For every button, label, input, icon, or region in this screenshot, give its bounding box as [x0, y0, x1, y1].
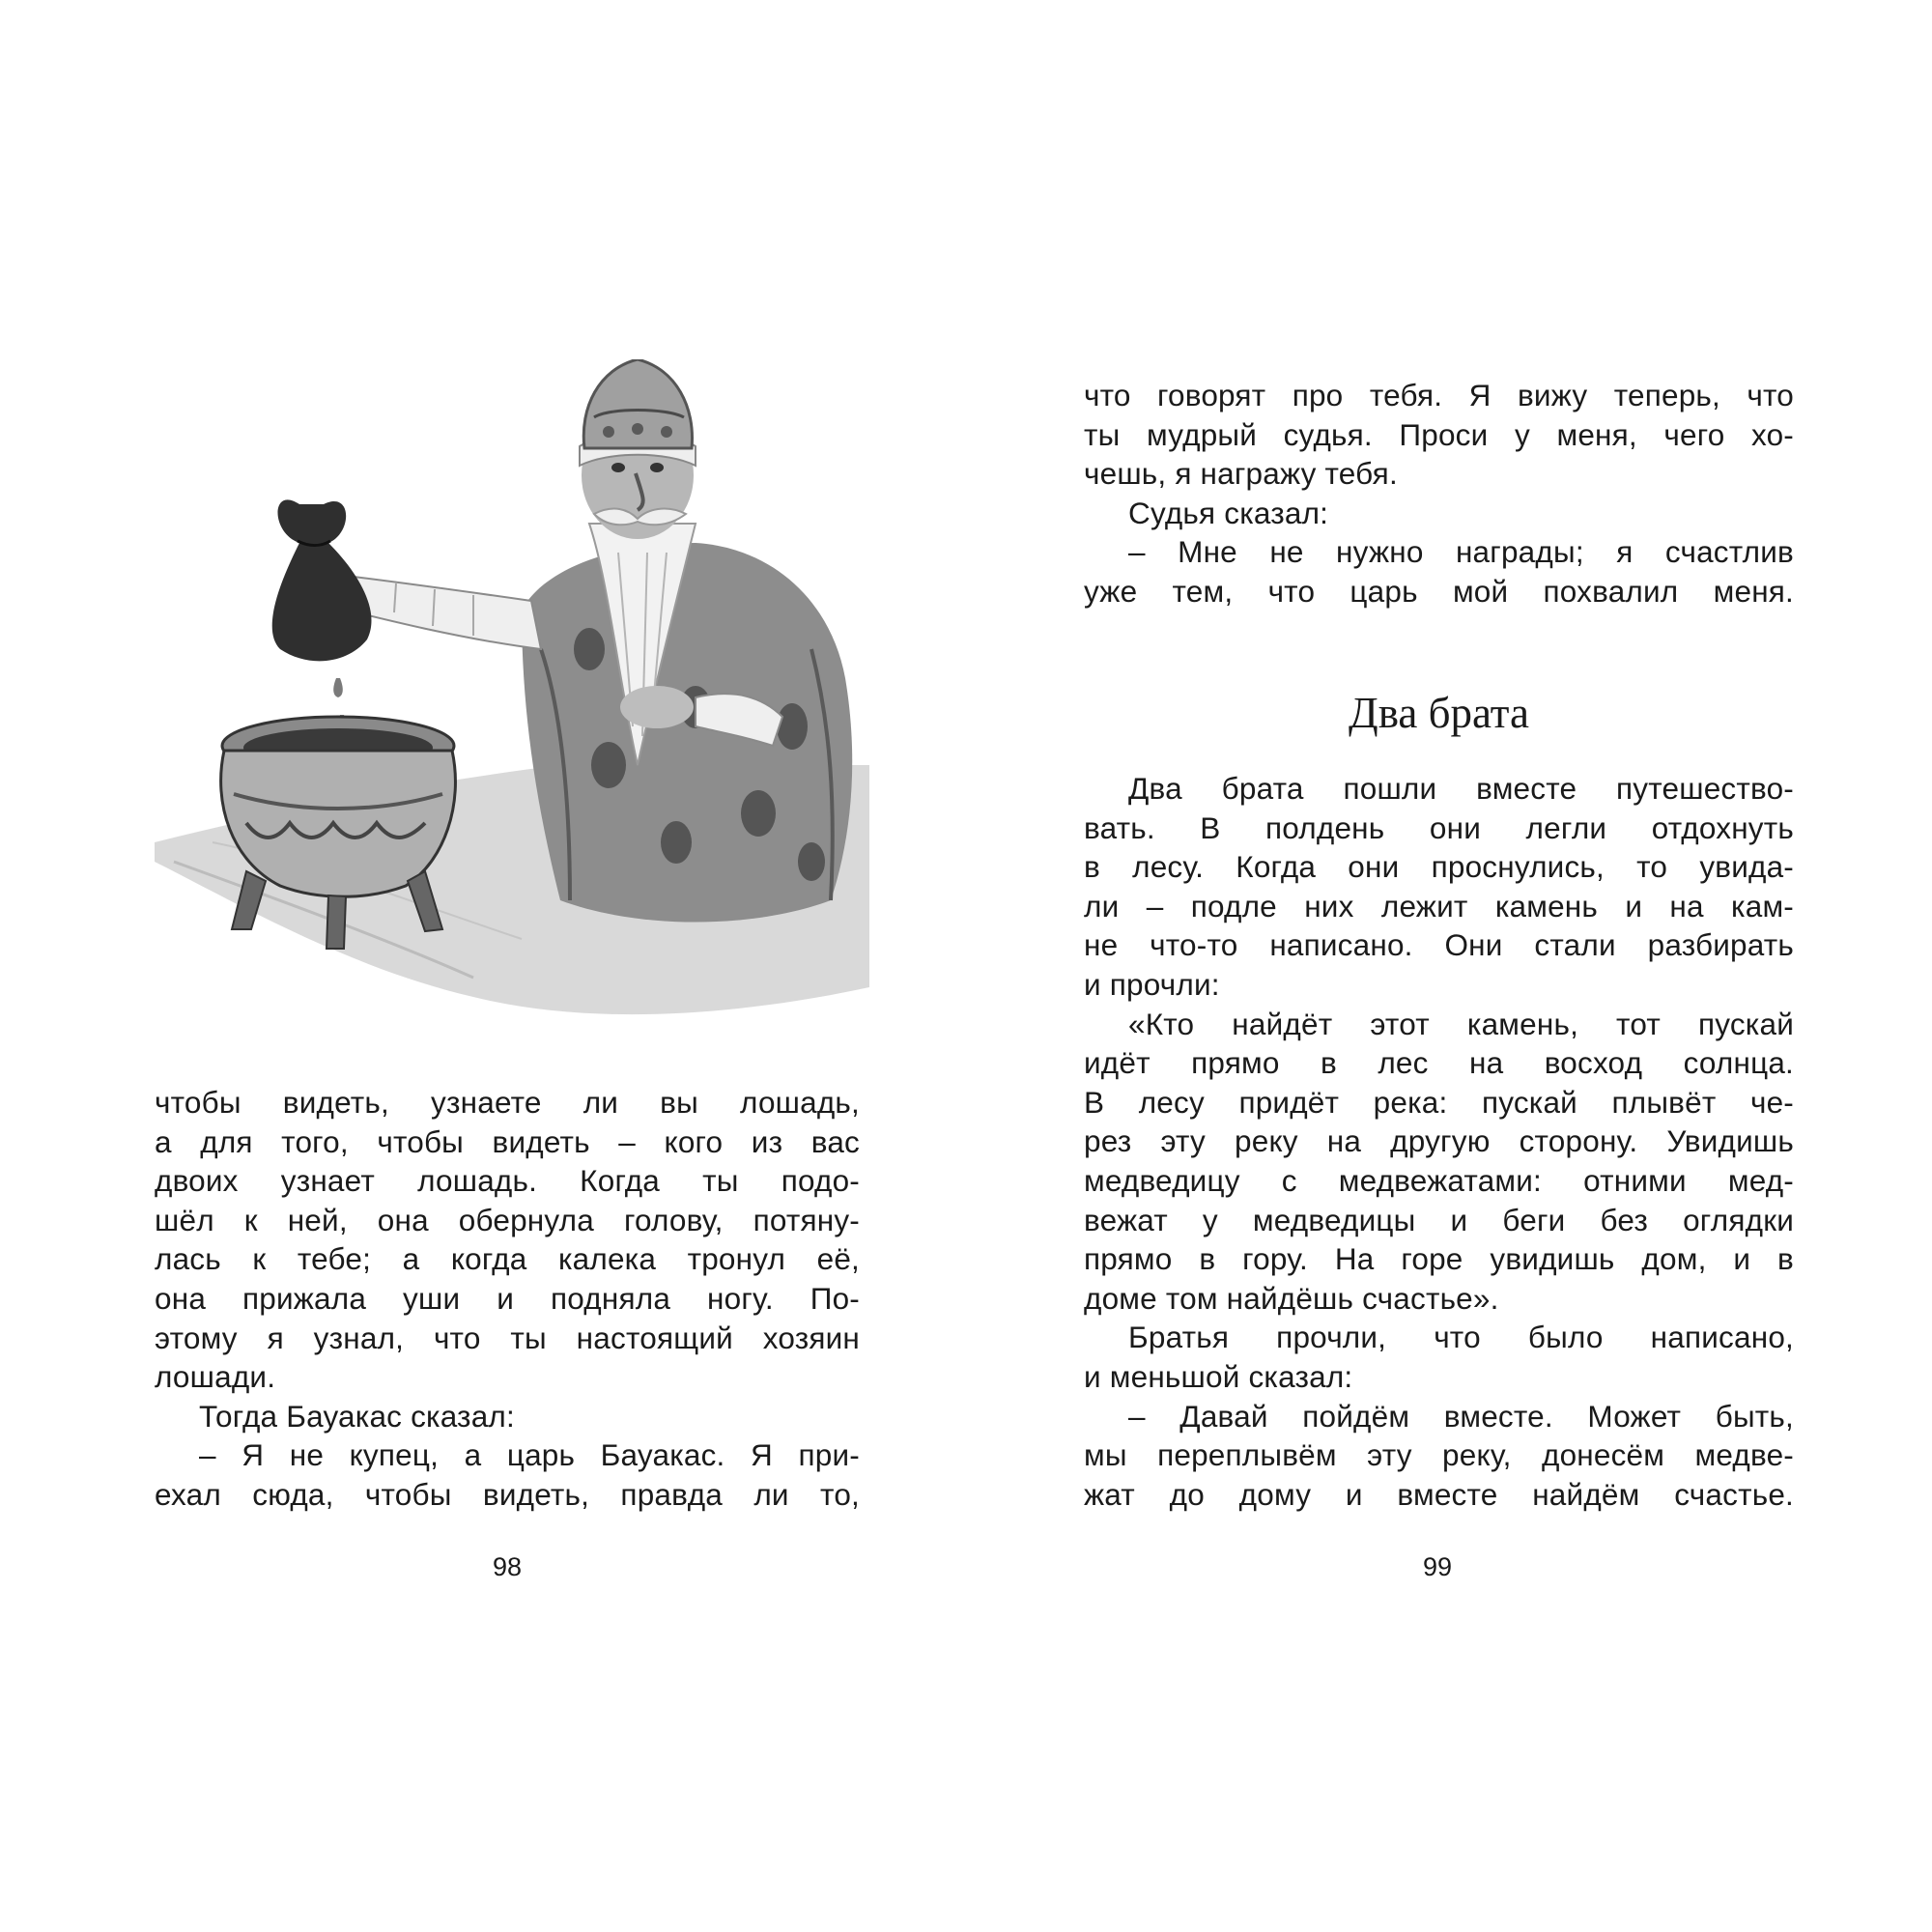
text-line: двоих узнает лошадь. Когда ты подо- [155, 1163, 860, 1199]
text-line: ли – подле них лежит камень и на кам- [1084, 888, 1794, 923]
text-line: Судья сказал: [1128, 495, 1329, 530]
right-page-story-text [1084, 769, 1794, 1514]
text-line: прямо в гору. На горе увидишь дом, и в [1084, 1241, 1794, 1277]
text-line: она прижала уши и подняла ногу. По- [155, 1280, 860, 1316]
text-line: – Мне не нужно награды; я счастлив [1128, 534, 1794, 570]
text-line: – Давай пойдём вместе. Может быть, [1128, 1398, 1794, 1434]
illustration-drawing [155, 359, 869, 1036]
text-line: Два брата пошли вместе путешество- [1128, 771, 1794, 806]
text-line: – Я не купец, а царь Бауакас. Я при- [199, 1437, 860, 1473]
text-line: мы переплывём эту реку, донесём медве- [1084, 1437, 1794, 1473]
text-line: доме том найдёшь счастье». [1084, 1280, 1499, 1316]
text-line: шёл к ней, она обернула голову, потяну- [155, 1202, 860, 1237]
text-line: вежат у медведицы и беги без оглядки [1084, 1202, 1794, 1237]
text-line: «Кто найдёт этот камень, тот пускай [1128, 1006, 1794, 1041]
text-line: вать. В полдень они легли отдохнуть [1084, 810, 1794, 845]
story-title: Два брата [1349, 689, 1529, 737]
illustration-old-judge-with-pot [155, 359, 869, 1036]
text-line: чтобы видеть, узнаете ли вы лошадь, [155, 1085, 860, 1120]
text-line: рез эту реку на другую сторону. Увидишь [1084, 1123, 1794, 1159]
text-line: лась к тебе; а когда калека тронул её, [155, 1241, 860, 1277]
text-line: что говорят про тебя. Я вижу теперь, что [1084, 378, 1794, 412]
text-line: в лесу. Когда они проснулись, то увида- [1084, 849, 1794, 885]
text-line: Тогда Бауакас сказал: [199, 1398, 515, 1434]
text-line: не что-то написано. Они стали разбирать [1084, 927, 1794, 963]
text-line: В лесу придёт река: пускай плывёт че- [1084, 1084, 1794, 1120]
text-line: уже тем, что царь мой похвалил меня. [1084, 573, 1794, 609]
text-line: ехал сюда, чтобы видеть, правда ли то, [155, 1476, 860, 1512]
text-line: жат до дому и вместе найдём счастье. [1084, 1476, 1794, 1512]
right-page-top-text [1084, 376, 1794, 611]
text-line: идёт прямо в лес на восход солнца. [1084, 1045, 1794, 1081]
text-line: медведицу с медвежатами: отними мед- [1084, 1162, 1794, 1198]
text-line: чешь, я награжу тебя. [1084, 456, 1398, 492]
text-line: Братья прочли, что было написано, [1128, 1320, 1794, 1355]
text-line: а для того, чтобы видеть – кого из вас [155, 1123, 860, 1159]
text-line: ты мудрый судья. Проси у меня, чего хо- [1084, 416, 1794, 452]
text-line: и меньшой сказал: [1084, 1358, 1353, 1394]
page-number: 99 [1422, 1552, 1453, 1581]
left-page-body-text [155, 1083, 860, 1515]
text-line: и прочли: [1084, 966, 1220, 1002]
text-line: лошади. [155, 1359, 276, 1395]
text-line: этому я узнал, что ты настоящий хозяин [155, 1320, 860, 1355]
page-number: 98 [492, 1552, 523, 1581]
